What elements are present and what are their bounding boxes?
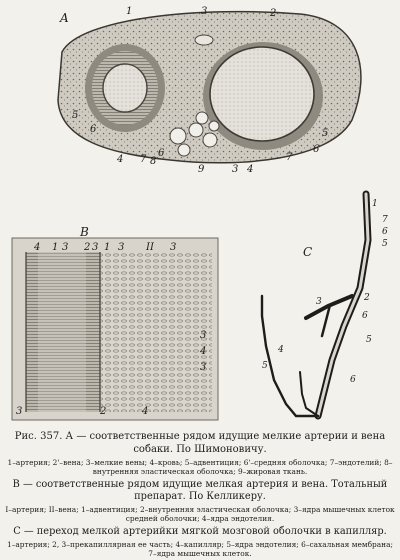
caption-a-title: Рис. 357. А — соответственные рядом идущие мелкие артерии и вена собаки. По Шимоновичу. xyxy=(14,431,386,455)
label-b-right-3: 3 xyxy=(200,362,207,373)
caption-c-title: С — переход мелкой артерийки мягкой мозговой оболочки в капилляр. xyxy=(13,525,387,537)
panel-b-letter: B xyxy=(80,225,89,239)
label-c-1: 1 xyxy=(372,199,378,209)
label-c-5-low: 5 xyxy=(262,361,268,371)
label-b-bottom-3: 4 xyxy=(142,406,149,417)
label-c-2: 2 xyxy=(364,293,370,303)
label-c-3: 3 xyxy=(316,297,322,307)
caption-a-legend: 1–артерия; 2'–вена; 3–мелкие вены; 4–кровь; 5–адвентиция; 6'–средняя оболочка; 7–эндотелий; 8–внутренняя эластическая оболочка; 9–жировая ткань. xyxy=(7,458,393,477)
label-a-4-right: 4 xyxy=(247,164,254,175)
artery-wall-right xyxy=(86,252,100,412)
label-b-top-9: 3 xyxy=(170,242,177,253)
label-a-3-top: 3 xyxy=(201,6,208,17)
small-vein xyxy=(195,35,213,45)
label-b-top-5: 3 xyxy=(92,242,99,253)
label-a-9: 9 xyxy=(198,164,205,175)
label-a-3-bottom: 3 xyxy=(232,164,239,175)
artery-wall-left xyxy=(26,252,38,412)
label-c-5-top: 5 xyxy=(382,239,388,249)
label-a-5-left: 5 xyxy=(72,110,79,121)
label-a-7-right: 7 xyxy=(286,152,293,163)
label-b-top-2: 1 xyxy=(52,242,59,253)
panel-a-letter: A xyxy=(60,11,69,25)
vein-lumen xyxy=(210,47,314,141)
label-c-5-mid: 5 xyxy=(366,335,372,345)
panel-a xyxy=(58,6,361,175)
artery-lumen xyxy=(103,64,147,112)
label-a-6-right: 6 xyxy=(313,144,320,155)
label-c-7: 7 xyxy=(382,215,388,225)
label-a-4-left: 4 xyxy=(117,154,124,165)
label-a-1: 1 xyxy=(126,6,133,17)
caption-c-legend: 1–артерия; 2, 3–прекапиллярная ее часть; 4–капилляр; 5–ядра эндотелия; 6–сахальная мембрана; 7–ядра мышечных клеток. xyxy=(7,539,393,559)
label-c-6-low: 6 xyxy=(350,375,356,385)
caption-b-legend: I–артерия; II–вена; 1–адвентиция; 2–внутренняя эластическая оболочка; 3–ядра мышечных клеток средней оболочки; 4–ядра эндотелия. xyxy=(5,504,395,524)
label-b-right-2: 4 xyxy=(200,346,207,357)
caption-b-title: В — соответственные рядом идущие мелкая артерия и вена. Тотальный препарат. По Келликеру. xyxy=(12,478,388,502)
label-b-top-8: II xyxy=(146,242,154,253)
label-c-4: 4 xyxy=(278,345,284,355)
label-b-top-4: 2 xyxy=(84,242,91,253)
label-b-top-7: 3 xyxy=(118,242,125,253)
label-c-6-top: 6 xyxy=(382,227,388,237)
capillary-right xyxy=(300,372,318,416)
label-b-bottom-1: 3 xyxy=(16,406,23,417)
panel-b-right-labels xyxy=(199,330,206,373)
panel-c xyxy=(262,194,388,416)
panel-c-letter: C xyxy=(303,245,313,259)
label-b-right-1: 3 xyxy=(200,330,207,341)
label-b-top-6: 1 xyxy=(104,242,111,253)
artery-c-lumen xyxy=(318,194,368,416)
vein-b xyxy=(100,252,212,412)
label-a-5-right: 5 xyxy=(322,128,329,139)
artery-lumen-b xyxy=(38,252,86,412)
figure-caption xyxy=(4,431,396,560)
panel-b xyxy=(12,225,218,420)
label-a-7-left: 7 xyxy=(140,154,147,165)
label-a-8: 8 xyxy=(150,156,157,167)
label-b-top-3: 3 xyxy=(62,242,69,253)
label-b-bottom-2: 2 xyxy=(100,406,107,417)
label-a-6-mid: 6 xyxy=(158,148,165,159)
label-a-2: 2 xyxy=(270,8,277,19)
label-a-6-left: 6 xyxy=(90,124,97,135)
label-c-6-mid: 6 xyxy=(362,311,368,321)
label-b-top-1: 4 xyxy=(34,242,41,253)
